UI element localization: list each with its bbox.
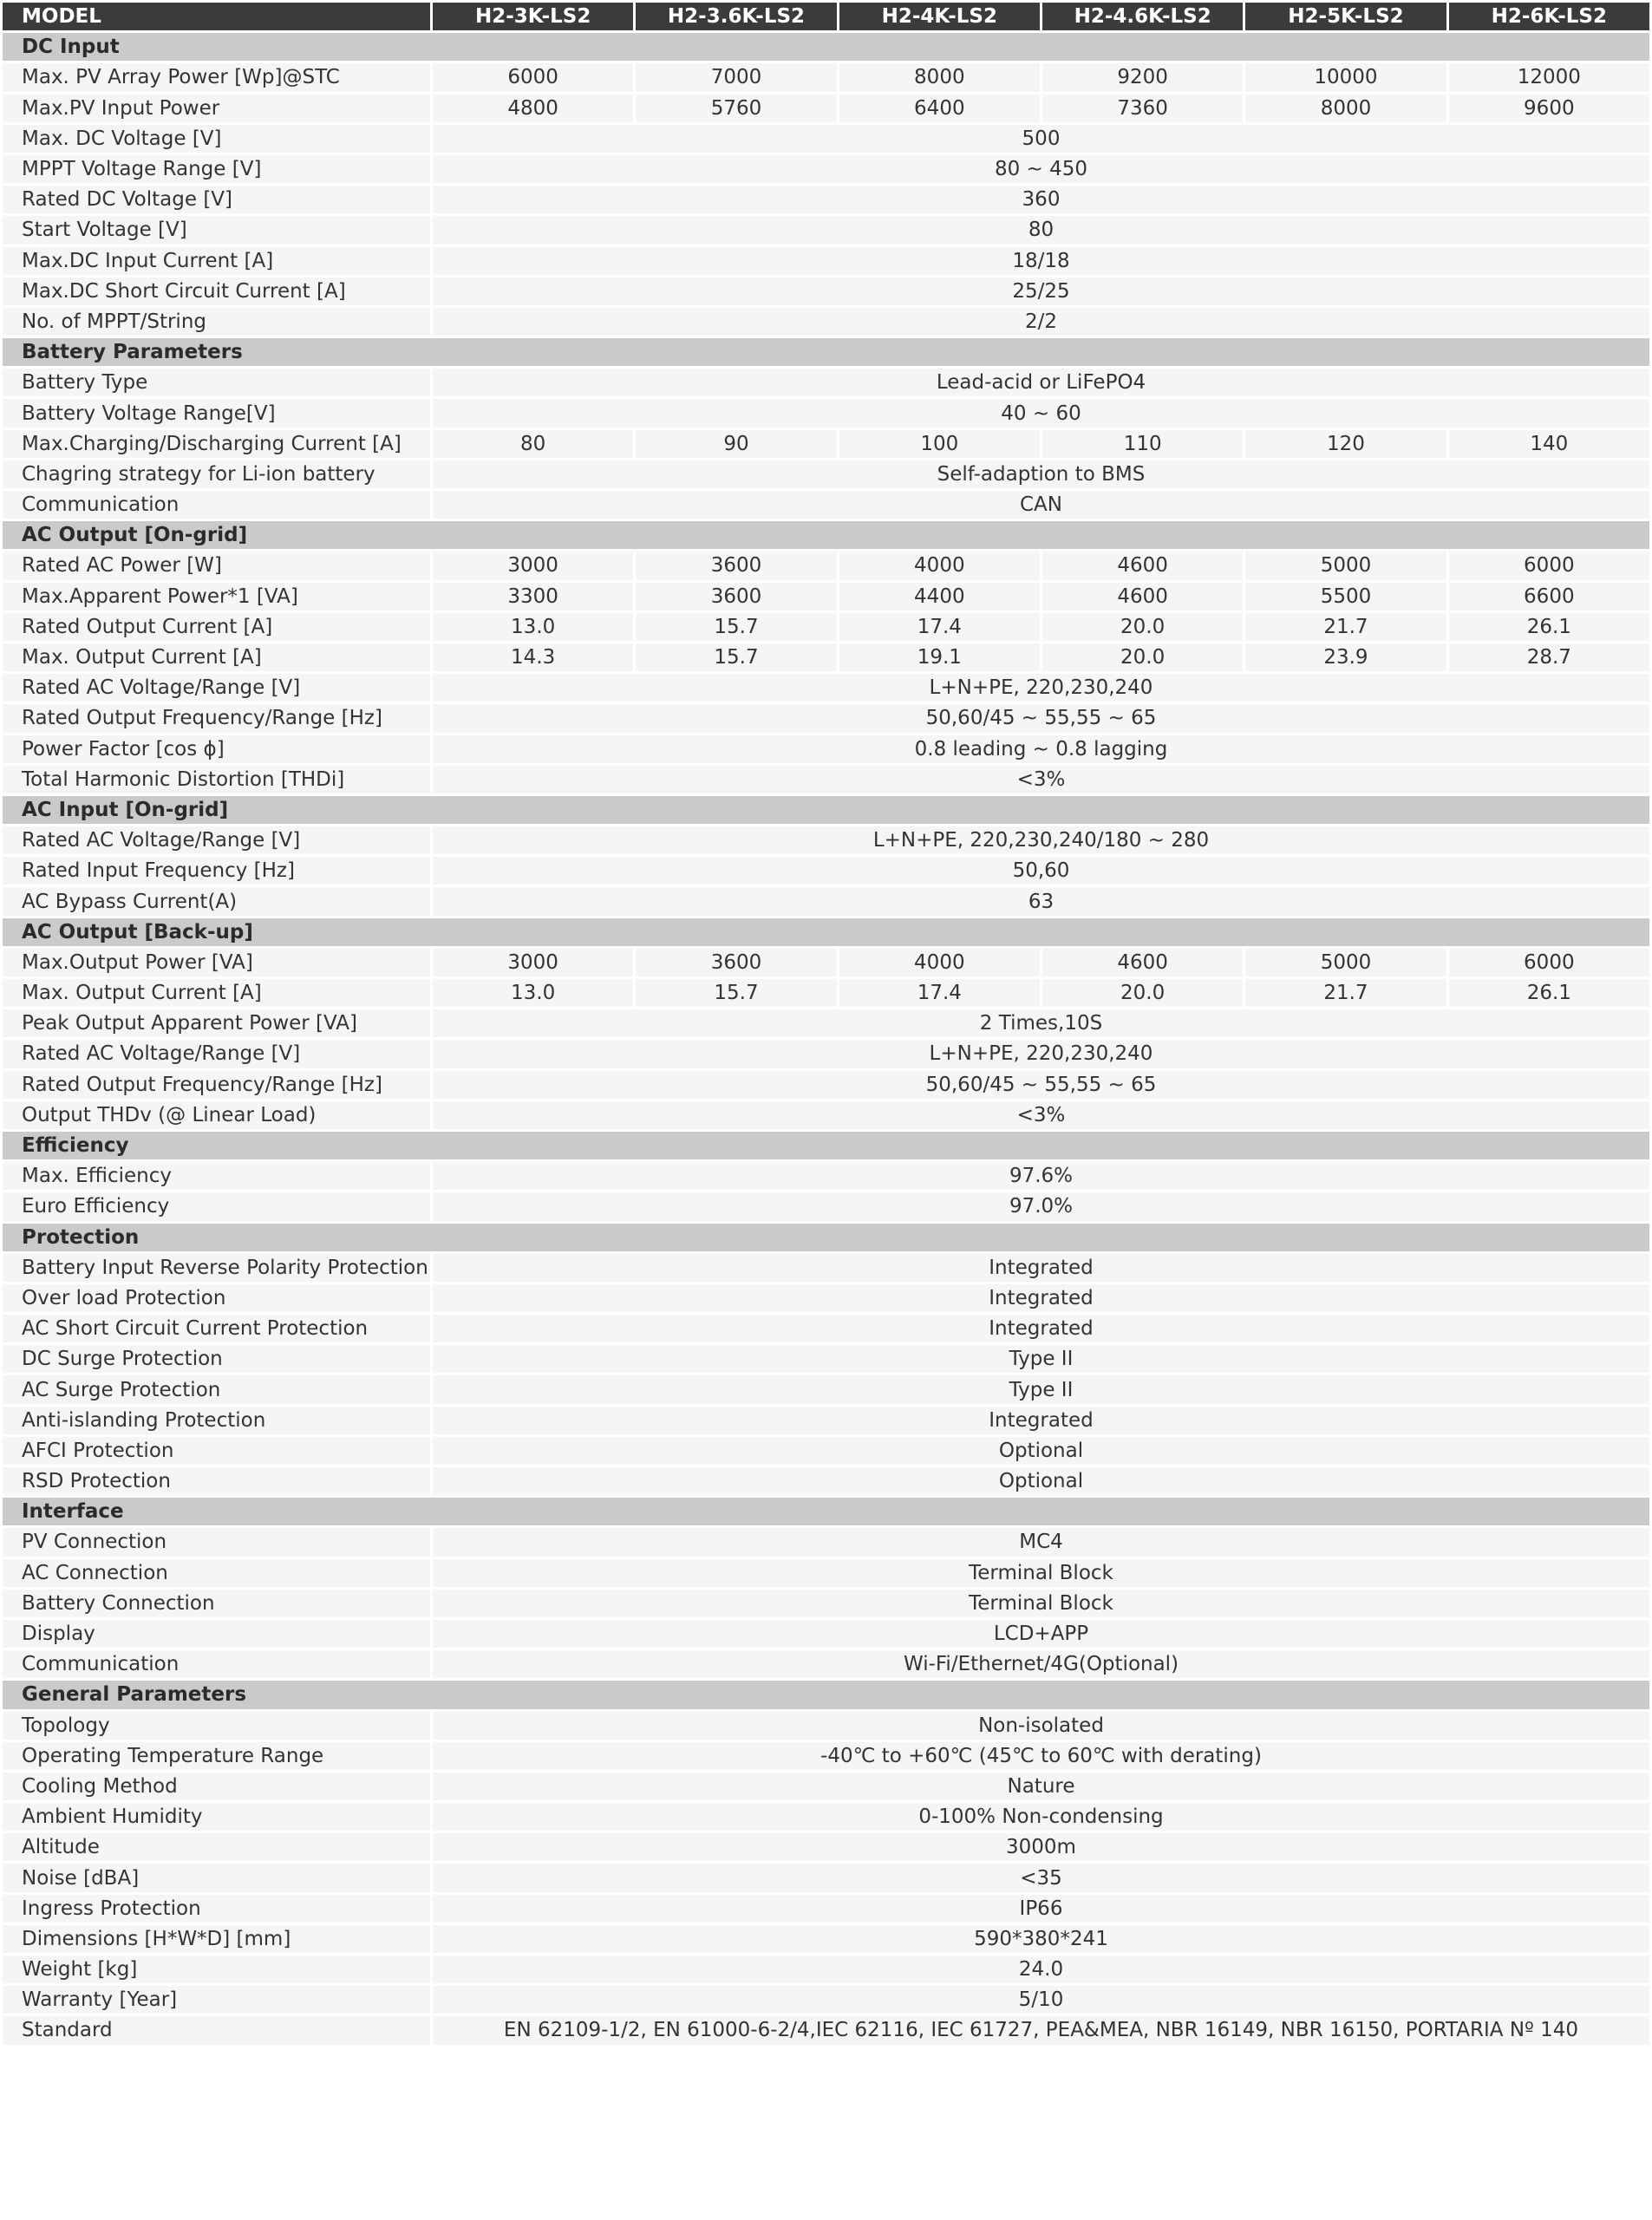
spec-value: 4600	[1042, 949, 1243, 976]
spec-row	[3, 1437, 1649, 1465]
spec-label: Battery Voltage Range[V]	[3, 399, 430, 427]
section-header	[3, 338, 1649, 366]
section-title: Protection	[3, 1224, 1649, 1251]
spec-value: 40 ~ 60	[433, 399, 1649, 427]
spec-value: 4000	[839, 949, 1040, 976]
spec-row	[3, 278, 1649, 305]
spec-row	[3, 399, 1649, 427]
spec-value: 50,60	[433, 857, 1649, 885]
spec-label: Dimensions [H*W*D] [mm]	[3, 1925, 430, 1953]
spec-label: Anti-islanding Protection	[3, 1407, 430, 1434]
spec-label: Euro Efficiency	[3, 1192, 430, 1220]
spec-value: 500	[433, 125, 1649, 153]
spec-value: Wi-Fi/Ethernet/4G(Optional)	[433, 1650, 1649, 1678]
spec-label: RSD Protection	[3, 1467, 430, 1495]
spec-label: Battery Type	[3, 369, 430, 396]
spec-row	[3, 643, 1649, 671]
spec-label: Max. Output Current [A]	[3, 643, 430, 671]
spec-label: Battery Input Reverse Polarity Protection	[3, 1254, 430, 1282]
spec-value: 13.0	[433, 613, 633, 641]
spec-row	[3, 613, 1649, 641]
spec-value: -40℃ to +60℃ (45℃ to 60℃ with derating)	[433, 1742, 1649, 1770]
spec-value: 9200	[1042, 63, 1243, 91]
spec-label: Max.DC Input Current [A]	[3, 247, 430, 275]
spec-label: Max.PV Input Power	[3, 95, 430, 122]
spec-value: LCD+APP	[433, 1620, 1649, 1648]
spec-row	[3, 674, 1649, 702]
spec-row	[3, 1284, 1649, 1312]
spec-row	[3, 1009, 1649, 1037]
spec-row	[3, 1864, 1649, 1891]
spec-value: 4000	[839, 552, 1040, 579]
section-header	[3, 918, 1649, 946]
spec-label: PV Connection	[3, 1528, 430, 1556]
spec-value: 4400	[839, 583, 1040, 610]
spec-value: 15.7	[636, 613, 836, 641]
spec-row	[3, 308, 1649, 336]
spec-value: 19.1	[839, 643, 1040, 671]
spec-label: Rated AC Voltage/Range [V]	[3, 674, 430, 702]
spec-value: 3300	[433, 583, 633, 610]
spec-value: L+N+PE, 220,230,240/180 ~ 280	[433, 826, 1649, 854]
spec-value: 97.0%	[433, 1192, 1649, 1220]
spec-value: 7360	[1042, 95, 1243, 122]
spec-label: Max. PV Array Power [Wp]@STC	[3, 63, 430, 91]
spec-row	[3, 1345, 1649, 1373]
spec-value: L+N+PE, 220,230,240	[433, 674, 1649, 702]
section-header	[3, 33, 1649, 61]
model-header: H2-3.6K-LS2	[636, 3, 836, 30]
spec-value: 9600	[1449, 95, 1649, 122]
spec-value: 2 Times,10S	[433, 1009, 1649, 1037]
spec-value: 590*380*241	[433, 1925, 1649, 1953]
spec-value: 5500	[1245, 583, 1446, 610]
spec-value: 6400	[839, 95, 1040, 122]
spec-value: 50,60/45 ~ 55,55 ~ 65	[433, 1071, 1649, 1099]
spec-row	[3, 1620, 1649, 1648]
model-header: H2-6K-LS2	[1449, 3, 1649, 30]
spec-value: 18/18	[433, 247, 1649, 275]
spec-value: 3600	[636, 552, 836, 579]
spec-row	[3, 1559, 1649, 1587]
section-header	[3, 1681, 1649, 1708]
spec-row	[3, 1528, 1649, 1556]
model-header: H2-3K-LS2	[433, 3, 633, 30]
spec-value: 23.9	[1245, 643, 1446, 671]
spec-row	[3, 1071, 1649, 1099]
spec-value: MC4	[433, 1528, 1649, 1556]
section-header	[3, 796, 1649, 824]
spec-label: Topology	[3, 1712, 430, 1740]
spec-label: Altitude	[3, 1833, 430, 1861]
spec-label: AFCI Protection	[3, 1437, 430, 1465]
section-title: Interface	[3, 1498, 1649, 1525]
spec-value: 80	[433, 430, 633, 458]
spec-value: 6600	[1449, 583, 1649, 610]
spec-value: 13.0	[433, 979, 633, 1007]
spec-value: L+N+PE, 220,230,240	[433, 1040, 1649, 1068]
spec-label: Rated AC Voltage/Range [V]	[3, 1040, 430, 1068]
spec-value: 17.4	[839, 613, 1040, 641]
spec-row	[3, 1467, 1649, 1495]
spec-value: 15.7	[636, 643, 836, 671]
spec-row	[3, 1803, 1649, 1831]
spec-value: 6000	[1449, 552, 1649, 579]
spec-row	[3, 125, 1649, 153]
spec-row	[3, 704, 1649, 732]
section-title: AC Output [On-grid]	[3, 521, 1649, 549]
spec-value: 4600	[1042, 552, 1243, 579]
model-header: H2-4K-LS2	[839, 3, 1040, 30]
spec-label: Max. Output Current [A]	[3, 979, 430, 1007]
spec-value: 3000	[433, 552, 633, 579]
spec-row	[3, 1742, 1649, 1770]
spec-value: 6000	[433, 63, 633, 91]
spec-row	[3, 1407, 1649, 1434]
spec-value: Non-isolated	[433, 1712, 1649, 1740]
model-header-label: MODEL	[3, 3, 430, 30]
spec-value: 5000	[1245, 552, 1446, 579]
spec-value: 28.7	[1449, 643, 1649, 671]
spec-row	[3, 430, 1649, 458]
spec-value: 110	[1042, 430, 1243, 458]
spec-row	[3, 887, 1649, 915]
spec-label: Rated Output Frequency/Range [Hz]	[3, 1071, 430, 1099]
spec-row	[3, 369, 1649, 396]
spec-value: IP66	[433, 1895, 1649, 1923]
spec-label: AC Bypass Current(A)	[3, 887, 430, 915]
spec-row	[3, 1712, 1649, 1740]
model-header: H2-5K-LS2	[1245, 3, 1446, 30]
spec-label: Start Voltage [V]	[3, 216, 430, 244]
spec-value: 8000	[839, 63, 1040, 91]
spec-row	[3, 1162, 1649, 1190]
section-title: Battery Parameters	[3, 338, 1649, 366]
spec-row	[3, 186, 1649, 213]
spec-value: Terminal Block	[433, 1559, 1649, 1587]
spec-value: 10000	[1245, 63, 1446, 91]
spec-label: Power Factor [cos ϕ]	[3, 735, 430, 763]
spec-label: Rated AC Power [W]	[3, 552, 430, 579]
section-title: AC Output [Back-up]	[3, 918, 1649, 946]
spec-value: 14.3	[433, 643, 633, 671]
spec-value: Type II	[433, 1345, 1649, 1373]
spec-row	[3, 1254, 1649, 1282]
spec-value: 21.7	[1245, 979, 1446, 1007]
spec-value: 140	[1449, 430, 1649, 458]
spec-value: 97.6%	[433, 1162, 1649, 1190]
spec-row	[3, 460, 1649, 488]
spec-row	[3, 155, 1649, 183]
spec-row	[3, 1590, 1649, 1617]
section-title: AC Input [On-grid]	[3, 796, 1649, 824]
spec-value: 120	[1245, 430, 1446, 458]
spec-value: 4800	[433, 95, 633, 122]
spec-label: Battery Connection	[3, 1590, 430, 1617]
spec-value: 3600	[636, 583, 836, 610]
section-header	[3, 1498, 1649, 1525]
section-title: General Parameters	[3, 1681, 1649, 1708]
spec-label: AC Short Circuit Current Protection	[3, 1315, 430, 1342]
spec-label: AC Connection	[3, 1559, 430, 1587]
spec-value: Integrated	[433, 1254, 1649, 1282]
spec-value: 50,60/45 ~ 55,55 ~ 65	[433, 704, 1649, 732]
spec-value: Type II	[433, 1375, 1649, 1403]
spec-value: 5000	[1245, 949, 1446, 976]
spec-row	[3, 1101, 1649, 1129]
spec-value: 26.1	[1449, 613, 1649, 641]
spec-value: 20.0	[1042, 979, 1243, 1007]
spec-label: Total Harmonic Distortion [THDi]	[3, 766, 430, 793]
spec-row	[3, 583, 1649, 610]
spec-value: 15.7	[636, 979, 836, 1007]
spec-row	[3, 979, 1649, 1007]
spec-value: 20.0	[1042, 613, 1243, 641]
spec-value: Terminal Block	[433, 1590, 1649, 1617]
spec-label: Warranty [Year]	[3, 1986, 430, 2014]
spec-value: Integrated	[433, 1315, 1649, 1342]
spec-value: Integrated	[433, 1284, 1649, 1312]
spec-value: 26.1	[1449, 979, 1649, 1007]
spec-value: 3600	[636, 949, 836, 976]
spec-label: Ingress Protection	[3, 1895, 430, 1923]
spec-row	[3, 1986, 1649, 2014]
section-header	[3, 521, 1649, 549]
section-header	[3, 1224, 1649, 1251]
spec-label: Operating Temperature Range	[3, 1742, 430, 1770]
spec-value: 8000	[1245, 95, 1446, 122]
spec-value: 80	[433, 216, 1649, 244]
spec-label: Ambient Humidity	[3, 1803, 430, 1831]
spec-value: 17.4	[839, 979, 1040, 1007]
spec-row	[3, 1315, 1649, 1342]
spec-row	[3, 1895, 1649, 1923]
spec-row	[3, 63, 1649, 91]
spec-row	[3, 2016, 1649, 2044]
spec-value: Integrated	[433, 1407, 1649, 1434]
spec-label: Rated AC Voltage/Range [V]	[3, 826, 430, 854]
spec-value: 21.7	[1245, 613, 1446, 641]
spec-label: Max.Charging/Discharging Current [A]	[3, 430, 430, 458]
spec-value: 4600	[1042, 583, 1243, 610]
spec-label: Noise [dBA]	[3, 1864, 430, 1891]
spec-value: Self-adaption to BMS	[433, 460, 1649, 488]
spec-row	[3, 857, 1649, 885]
spec-value: 360	[433, 186, 1649, 213]
spec-row	[3, 95, 1649, 122]
spec-label: Cooling Method	[3, 1773, 430, 1800]
spec-label: Max. DC Voltage [V]	[3, 125, 430, 153]
spec-label: Max.DC Short Circuit Current [A]	[3, 278, 430, 305]
spec-value: 3000m	[433, 1833, 1649, 1861]
spec-value: 12000	[1449, 63, 1649, 91]
spec-label: Weight [kg]	[3, 1956, 430, 1983]
spec-row	[3, 552, 1649, 579]
spec-row	[3, 1773, 1649, 1800]
spec-value: 24.0	[433, 1956, 1649, 1983]
spec-value: EN 62109-1/2, EN 61000-6-2/4,IEC 62116, IEC 61727, PEA&MEA, NBR 16149, NBR 16150, PORTARIA Nº 140	[433, 2016, 1649, 2044]
model-header-row	[3, 3, 1649, 30]
spec-value: 0-100% Non-condensing	[433, 1803, 1649, 1831]
model-header: H2-4.6K-LS2	[1042, 3, 1243, 30]
spec-label: Rated Output Current [A]	[3, 613, 430, 641]
spec-label: Communication	[3, 1650, 430, 1678]
spec-row	[3, 1650, 1649, 1678]
spec-row	[3, 735, 1649, 763]
spec-label: Display	[3, 1620, 430, 1648]
spec-label: Rated DC Voltage [V]	[3, 186, 430, 213]
spec-label: DC Surge Protection	[3, 1345, 430, 1373]
spec-value: 100	[839, 430, 1040, 458]
section-title: Efficiency	[3, 1132, 1649, 1159]
spec-value: Nature	[433, 1773, 1649, 1800]
spec-body	[3, 33, 1649, 2044]
spec-row	[3, 1925, 1649, 1953]
spec-value: 0.8 leading ~ 0.8 lagging	[433, 735, 1649, 763]
spec-label: Communication	[3, 491, 430, 519]
spec-label: Max.Apparent Power*1 [VA]	[3, 583, 430, 610]
spec-label: AC Surge Protection	[3, 1375, 430, 1403]
spec-value: Optional	[433, 1467, 1649, 1495]
spec-row	[3, 826, 1649, 854]
spec-label: Over load Protection	[3, 1284, 430, 1312]
spec-value: 6000	[1449, 949, 1649, 976]
spec-label: Max. Efficiency	[3, 1162, 430, 1190]
spec-value: 90	[636, 430, 836, 458]
spec-row	[3, 247, 1649, 275]
spec-value: 2/2	[433, 308, 1649, 336]
section-header	[3, 1132, 1649, 1159]
spec-value: 80 ~ 450	[433, 155, 1649, 183]
spec-value: 25/25	[433, 278, 1649, 305]
spec-label: Rated Output Frequency/Range [Hz]	[3, 704, 430, 732]
spec-value: 5760	[636, 95, 836, 122]
spec-value: <3%	[433, 766, 1649, 793]
spec-value: <3%	[433, 1101, 1649, 1129]
spec-value: 20.0	[1042, 643, 1243, 671]
spec-value: 5/10	[433, 1986, 1649, 2014]
spec-row	[3, 1040, 1649, 1068]
spec-value: Optional	[433, 1437, 1649, 1465]
spec-label: Max.Output Power [VA]	[3, 949, 430, 976]
spec-row	[3, 1192, 1649, 1220]
spec-label: Standard	[3, 2016, 430, 2044]
spec-row	[3, 766, 1649, 793]
spec-row	[3, 1375, 1649, 1403]
spec-value: 63	[433, 887, 1649, 915]
section-title: DC Input	[3, 33, 1649, 61]
spec-label: Output THDv (@ Linear Load)	[3, 1101, 430, 1129]
spec-label: MPPT Voltage Range [V]	[3, 155, 430, 183]
spec-row	[3, 491, 1649, 519]
spec-label: Chagring strategy for Li-ion battery	[3, 460, 430, 488]
spec-row	[3, 1833, 1649, 1861]
spec-label: Peak Output Apparent Power [VA]	[3, 1009, 430, 1037]
spec-label: No. of MPPT/String	[3, 308, 430, 336]
spec-value: 7000	[636, 63, 836, 91]
spec-row	[3, 1956, 1649, 1983]
spec-row	[3, 949, 1649, 976]
spec-label: Rated Input Frequency [Hz]	[3, 857, 430, 885]
spec-value: <35	[433, 1864, 1649, 1891]
spec-row	[3, 216, 1649, 244]
spec-value: CAN	[433, 491, 1649, 519]
spec-value: 3000	[433, 949, 633, 976]
spec-value: Lead-acid or LiFePO4	[433, 369, 1649, 396]
